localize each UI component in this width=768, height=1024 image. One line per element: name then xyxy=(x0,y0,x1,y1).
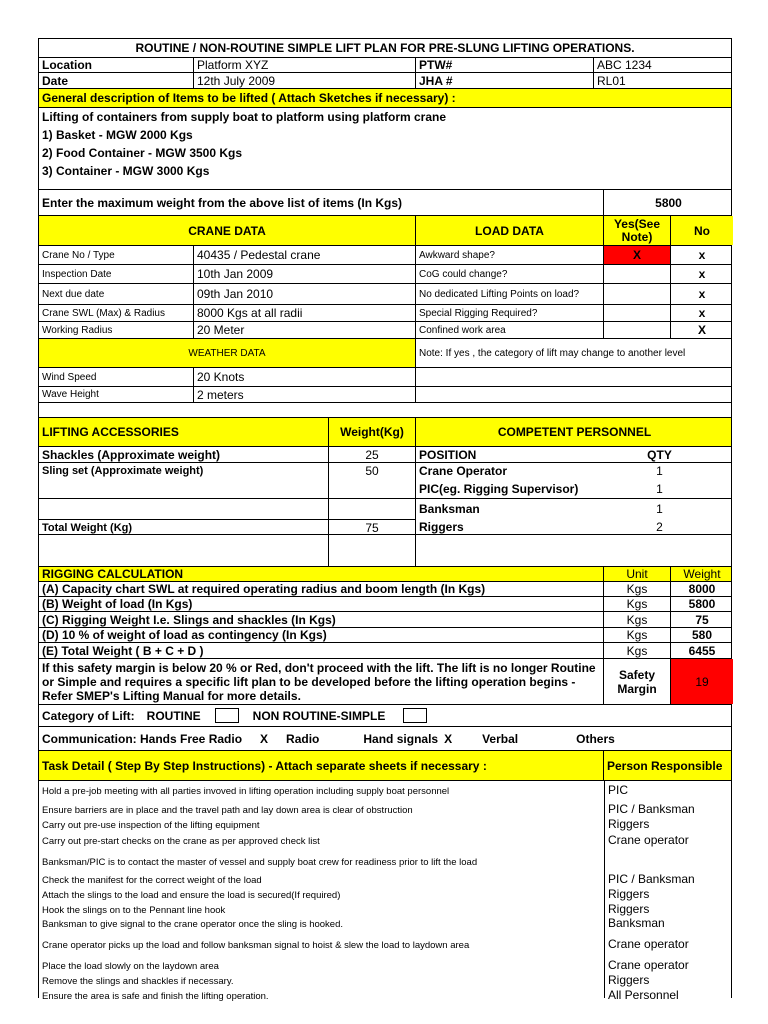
weather-value: 2 meters xyxy=(194,387,416,402)
task-person: PIC / Banksman xyxy=(608,802,695,816)
page-title: ROUTINE / NON-ROUTINE SIMPLE LIFT PLAN FOR PRE-SLUNG LIFTING OPERATIONS. xyxy=(135,41,635,55)
rigging-weight: 8000 xyxy=(688,582,716,596)
verbal-label: Verbal xyxy=(482,731,519,746)
max-weight-value: 5800 xyxy=(655,195,682,210)
crane-label: Working Radius xyxy=(39,322,194,338)
rigging-row xyxy=(38,612,732,628)
radio-label: Radio xyxy=(286,731,320,746)
load-question: No dedicated Lifting Points on load? xyxy=(416,284,604,304)
task-body xyxy=(38,781,732,1002)
load-yes-mark: X xyxy=(604,246,671,264)
load-data-heading: LOAD DATA xyxy=(416,216,604,245)
person-heading: Person Responsible xyxy=(607,758,723,773)
general-line: Lifting of containers from supply boat to platform using platform crane xyxy=(42,110,447,124)
max-weight-label: Enter the maximum weight from the above list of items (In Kgs) xyxy=(39,190,604,215)
qty-value: 1 xyxy=(656,502,663,516)
rigging-row xyxy=(38,597,732,612)
general-description xyxy=(38,108,732,190)
crane-label: Next due date xyxy=(39,284,194,304)
weather-label: Wind Speed xyxy=(39,368,194,386)
rigging-unit: Kgs xyxy=(604,643,671,658)
location-value: Platform XYZ xyxy=(194,58,416,72)
position-label: Crane Operator xyxy=(419,464,508,478)
task-step: Place the load slowly on the laydown area xyxy=(42,960,219,972)
task-header xyxy=(38,751,732,781)
task-person: PIC xyxy=(608,783,629,797)
accessories-header xyxy=(38,417,732,447)
title-row xyxy=(38,38,732,58)
task-step: Ensure the area is safe and finish the lifting operation. xyxy=(42,990,269,1002)
load-no-mark: X xyxy=(697,323,706,337)
task-step: Banksman/PIC is to contact the master of vessel and supply boat crew for readiness prior to lift the load xyxy=(42,856,478,868)
load-question: Confined work area xyxy=(416,322,604,338)
weather-row xyxy=(38,387,732,403)
date-value: 12th July 2009 xyxy=(194,73,416,88)
crane-value: 8000 Kgs at all radii xyxy=(194,305,416,321)
no-heading: No xyxy=(671,216,733,245)
accessories-heading: LIFTING ACCESSORIES xyxy=(39,418,329,446)
hand-signals-label: Hand signals xyxy=(363,731,439,746)
task-person: Riggers xyxy=(608,887,650,901)
accessory-row xyxy=(38,463,732,499)
accessory-label: Sling set (Approximate weight) xyxy=(39,463,329,479)
total-weight-value: 75 xyxy=(329,519,416,535)
communication-row xyxy=(38,727,732,751)
weather-heading: WEATHER DATA xyxy=(39,339,416,367)
general-heading: General description of Items to be lifted ( Attach Sketches if necessary) : xyxy=(42,91,456,105)
unit-heading: Unit xyxy=(604,567,671,581)
crane-label: Crane No / Type xyxy=(39,246,194,264)
jha-label: JHA # xyxy=(416,73,594,88)
crane-row xyxy=(38,305,732,322)
accessory-blank xyxy=(329,535,416,566)
general-line: 3) Container - MGW 3000 Kgs xyxy=(42,164,210,178)
weather-label: Wave Height xyxy=(39,387,194,402)
load-question: Special Rigging Required? xyxy=(416,305,604,321)
accessory-row xyxy=(38,447,732,463)
crane-value: 10th Jan 2009 xyxy=(194,265,416,283)
routine-label: ROUTINE xyxy=(146,708,201,723)
crane-label: Inspection Date xyxy=(39,265,194,283)
rigging-unit: Kgs xyxy=(604,582,671,596)
rigging-unit: Kgs xyxy=(604,597,671,611)
jha-value: RL01 xyxy=(597,73,626,88)
task-step: Attach the slings to the load and ensure the load is secured(If required) xyxy=(42,889,341,901)
qty-value: 1 xyxy=(656,482,663,496)
non-routine-label: NON ROUTINE-SIMPLE xyxy=(252,708,386,723)
safety-margin-row xyxy=(38,659,732,705)
load-note: Note: If yes , the category of lift may change to another level xyxy=(419,347,686,359)
non-routine-checkbox[interactable] xyxy=(403,708,427,723)
task-step: Ensure barriers are in place and the travel path and lay down area is clear of obstruction xyxy=(42,804,413,816)
accessory-blank xyxy=(39,535,329,566)
communication-label: Communication: Hands Free Radio xyxy=(42,731,243,746)
general-heading-row xyxy=(38,89,732,108)
task-person: Crane operator xyxy=(608,958,689,972)
hands-free-mark: X xyxy=(260,731,269,746)
task-step: Hold a pre-job meeting with all parties invoved in lifting operation including supply boat personnel xyxy=(42,785,450,797)
weather-value: 20 Knots xyxy=(194,368,416,386)
safety-margin-label: Safety Margin xyxy=(604,659,671,704)
rigging-label: (D) 10 % of weight of load as contingency (In Kgs) xyxy=(39,628,604,642)
load-no-mark: x xyxy=(698,306,706,320)
position-label: Banksman xyxy=(419,502,480,516)
date-row xyxy=(38,73,732,89)
task-step: Banksman to give signal to the crane operator once the sling is hooked. xyxy=(42,918,344,930)
qty-value: 1 xyxy=(656,464,663,478)
rigging-label: (C) Rigging Weight I.e. Slings and shackles (In Kgs) xyxy=(39,612,604,627)
task-person: Crane operator xyxy=(608,937,689,951)
crane-label: Crane SWL (Max) & Radius xyxy=(39,305,194,321)
task-person: Riggers xyxy=(608,902,650,916)
task-person: Banksman xyxy=(608,916,665,930)
rigging-row xyxy=(38,582,732,597)
accessory-blank xyxy=(329,499,416,519)
position-label: Riggers xyxy=(419,520,464,534)
weight-col-heading: Weight xyxy=(683,567,721,581)
safety-margin-value: 19 xyxy=(671,659,733,704)
rigging-weight: 580 xyxy=(691,628,713,642)
lift-plan-sheet xyxy=(38,38,732,1002)
crane-row xyxy=(38,322,732,339)
accessory-weight: 50 xyxy=(329,463,416,479)
qty-value: 2 xyxy=(656,520,663,534)
rigging-label: (A) Capacity chart SWL at required operating radius and boom length (In Kgs) xyxy=(39,582,604,596)
load-no-mark: x xyxy=(698,248,706,262)
category-of-lift xyxy=(39,705,733,726)
position-heading: POSITION xyxy=(419,447,477,462)
crane-data-heading: CRANE DATA xyxy=(39,216,416,245)
category-label: Category of Lift: xyxy=(42,708,135,723)
load-yes-mark xyxy=(604,284,671,304)
load-question: CoG could change? xyxy=(416,265,604,283)
accessory-blank xyxy=(39,479,329,499)
category-row xyxy=(38,705,732,727)
accessory-blank xyxy=(39,499,329,519)
task-step: Carry out pre-use inspection of the lifting equipment xyxy=(42,819,260,831)
task-person: Crane operator xyxy=(608,833,689,847)
rigging-unit: Kgs xyxy=(604,628,671,642)
task-person: PIC / Banksman xyxy=(608,872,695,886)
personnel-heading: COMPETENT PERSONNEL xyxy=(497,425,652,439)
weather-row xyxy=(38,368,732,387)
load-no-mark: x xyxy=(698,287,706,301)
rigging-label: (E) Total Weight ( B + C + D ) xyxy=(39,643,604,658)
rigging-row xyxy=(38,643,732,659)
crane-row xyxy=(38,246,732,265)
rigging-label: (B) Weight of load (In Kgs) xyxy=(39,597,604,611)
task-person: All Personnel xyxy=(608,988,679,1002)
rigging-header xyxy=(38,566,732,582)
accessory-blank xyxy=(329,479,416,499)
crane-value: 09th Jan 2010 xyxy=(194,284,416,304)
ptw-value: ABC 1234 xyxy=(597,58,652,72)
task-step: Crane operator picks up the load and follow banksman signal to hoist & slew the load to laydown area xyxy=(42,939,470,951)
location-row xyxy=(38,58,732,73)
others-label: Others xyxy=(576,731,615,746)
load-question: Awkward shape? xyxy=(416,246,604,264)
qty-heading: QTY xyxy=(647,447,672,462)
accessory-spacer xyxy=(38,535,732,566)
max-weight-row xyxy=(38,190,732,216)
task-step: Check the manifest for the correct weight of the load xyxy=(42,874,262,886)
spacer-row xyxy=(38,403,732,417)
task-step: Hook the slings on to the Pennant line hook xyxy=(42,904,226,916)
load-yes-mark xyxy=(604,322,671,338)
load-no-mark: x xyxy=(698,267,706,281)
weather-heading-row xyxy=(38,339,732,368)
general-line: 1) Basket - MGW 2000 Kgs xyxy=(42,128,193,142)
load-yes-mark xyxy=(604,265,671,283)
accessory-row xyxy=(38,499,732,535)
hand-signals-mark: X xyxy=(444,731,453,746)
crane-row xyxy=(38,284,732,305)
general-line: 2) Food Container - MGW 3500 Kgs xyxy=(42,146,243,160)
accessory-label: Shackles (Approximate weight) xyxy=(39,447,329,462)
crane-row xyxy=(38,265,732,284)
rigging-unit: Kgs xyxy=(604,612,671,627)
rigging-heading: RIGGING CALCULATION xyxy=(39,567,604,581)
crane-value: 20 Meter xyxy=(194,322,416,338)
location-label: Location xyxy=(39,58,194,72)
rigging-weight: 75 xyxy=(695,612,709,627)
task-person: Riggers xyxy=(608,973,650,987)
task-heading: Task Detail ( Step By Step Instructions) - Attach separate sheets if necessary : xyxy=(39,751,604,780)
position-label: PIC(eg. Rigging Supervisor) xyxy=(419,482,579,496)
routine-checkbox[interactable] xyxy=(215,708,239,723)
safety-warning: If this safety margin is below 20 % or Red, don't proceed with the lift. The lift is no longer Routine or Simple and requires a specific lift plan to be developed before the lifting operation begins - Refer SMEP's Lifting Manual for more details. xyxy=(39,659,604,704)
crane-value: 40435 / Pedestal crane xyxy=(194,246,416,264)
ptw-label: PTW# xyxy=(416,58,594,72)
communication xyxy=(39,727,733,750)
task-step: Carry out pre-start checks on the crane as per approved check list xyxy=(42,835,320,847)
total-weight-label: Total Weight (Kg) xyxy=(39,519,329,535)
yes-heading: Yes(See Note) xyxy=(604,216,671,245)
date-label: Date xyxy=(39,73,194,88)
weight-heading: Weight(Kg) xyxy=(329,418,416,446)
task-step: Remove the slings and shackles if necessary. xyxy=(42,975,234,987)
load-yes-mark xyxy=(604,305,671,321)
task-person xyxy=(605,854,733,868)
rigging-weight: 5800 xyxy=(688,597,716,611)
accessory-weight: 25 xyxy=(329,447,416,462)
rigging-row xyxy=(38,628,732,643)
task-person: Riggers xyxy=(608,817,650,831)
rigging-weight: 6455 xyxy=(688,643,716,658)
crane-load-header xyxy=(38,216,732,246)
